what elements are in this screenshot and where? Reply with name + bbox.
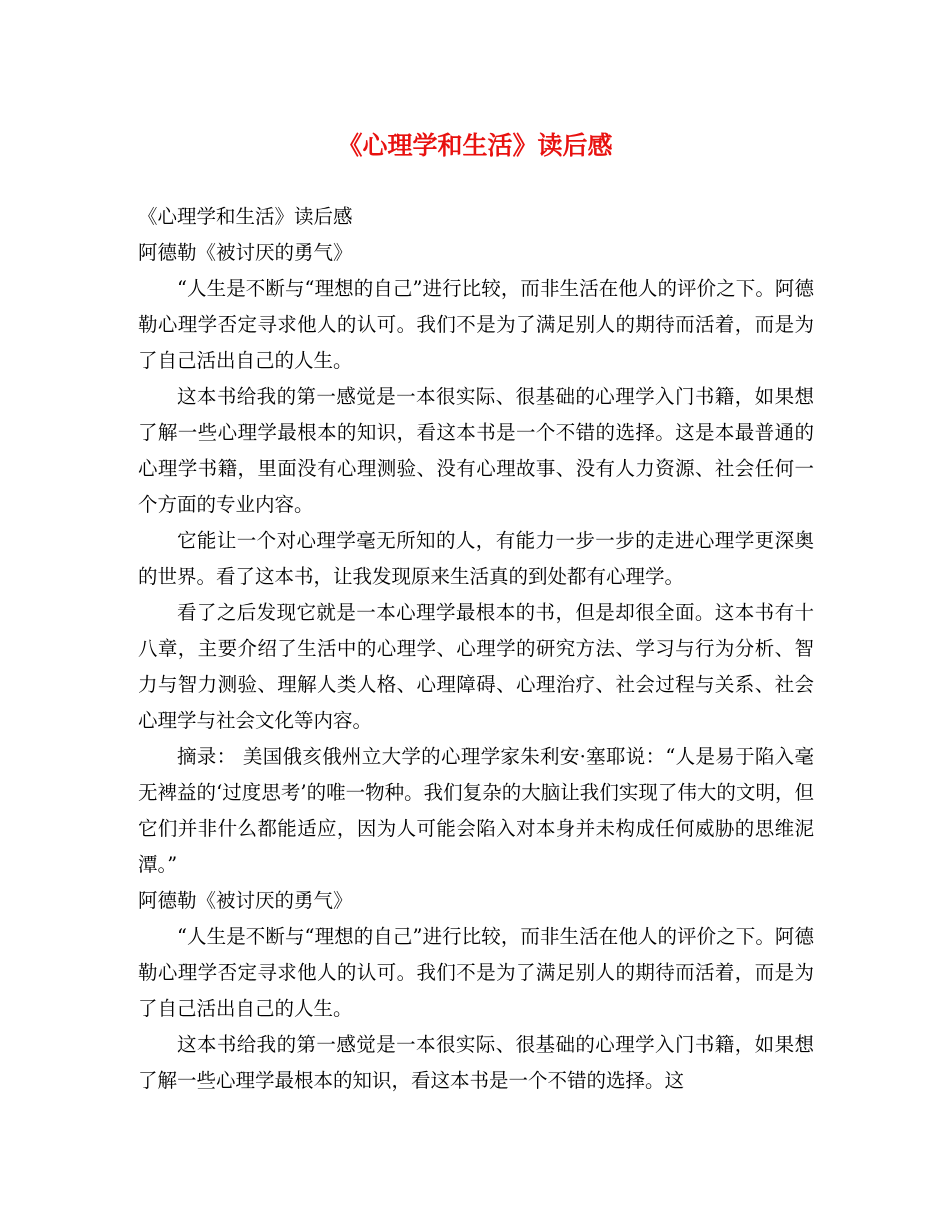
document-title: 《心理学和生活》读后感 <box>337 131 613 160</box>
paragraph: 看了之后发现它就是一本心理学最根本的书，但是却很全面。这本书有十八章，主要介绍了生活中的心理学、心理学的研究方法、学习与行为分析、智力与智力测验、理解人类人格、心理障碍、心理治疗、社会过程与关系、社会心理学与社会文化等内容。 <box>138 601 814 732</box>
paragraph: “人生是不断与“理想的自己”进行比较，而非生活在他人的评价之下。阿德勒心理学否定寻求他人的认可。我们不是为了满足别人的期待而活着，而是为了自己活出自己的人生。 <box>138 925 814 1020</box>
paragraph: 这本书给我的第一感觉是一本很实际、很基础的心理学入门书籍，如果想了解一些心理学最根本的知识，看这本书是一个不错的选择。这是本最普通的心理学书籍，里面没有心理测验、没有心理故事、没有人力资源、社会任何一个方面的专业内容。 <box>138 385 814 516</box>
paragraph: 摘录： 美国俄亥俄州立大学的心理学家朱利安·塞耶说：“人是易于陷入毫无裨益的‘过度思考’的唯一物种。我们复杂的大脑让我们实现了伟大的文明，但它们并非什么都能适应，因为人可能会陷入对本身并未构成任何威胁的思维泥潭。” <box>138 745 814 876</box>
document-body <box>138 199 814 1099</box>
paragraph: “人生是不断与“理想的自己”进行比较，而非生活在他人的评价之下。阿德勒心理学否定寻求他人的认可。我们不是为了满足别人的期待而活着，而是为了自己活出自己的人生。 <box>138 277 814 372</box>
paragraph: 阿德勒《被讨厌的勇气》 <box>138 241 353 264</box>
paragraph: 阿德勒《被讨厌的勇气》 <box>138 889 353 912</box>
paragraph: 《心理学和生活》读后感 <box>138 205 353 228</box>
paragraph: 这本书给我的第一感觉是一本很实际、很基础的心理学入门书籍，如果想了解一些心理学最根本的知识，看这本书是一个不错的选择。这 <box>138 1033 814 1092</box>
paragraph: 它能让一个对心理学毫无所知的人，有能力一步一步的走进心理学更深奥的世界。看了这本书，让我发现原来生活真的到处都有心理学。 <box>138 529 814 588</box>
